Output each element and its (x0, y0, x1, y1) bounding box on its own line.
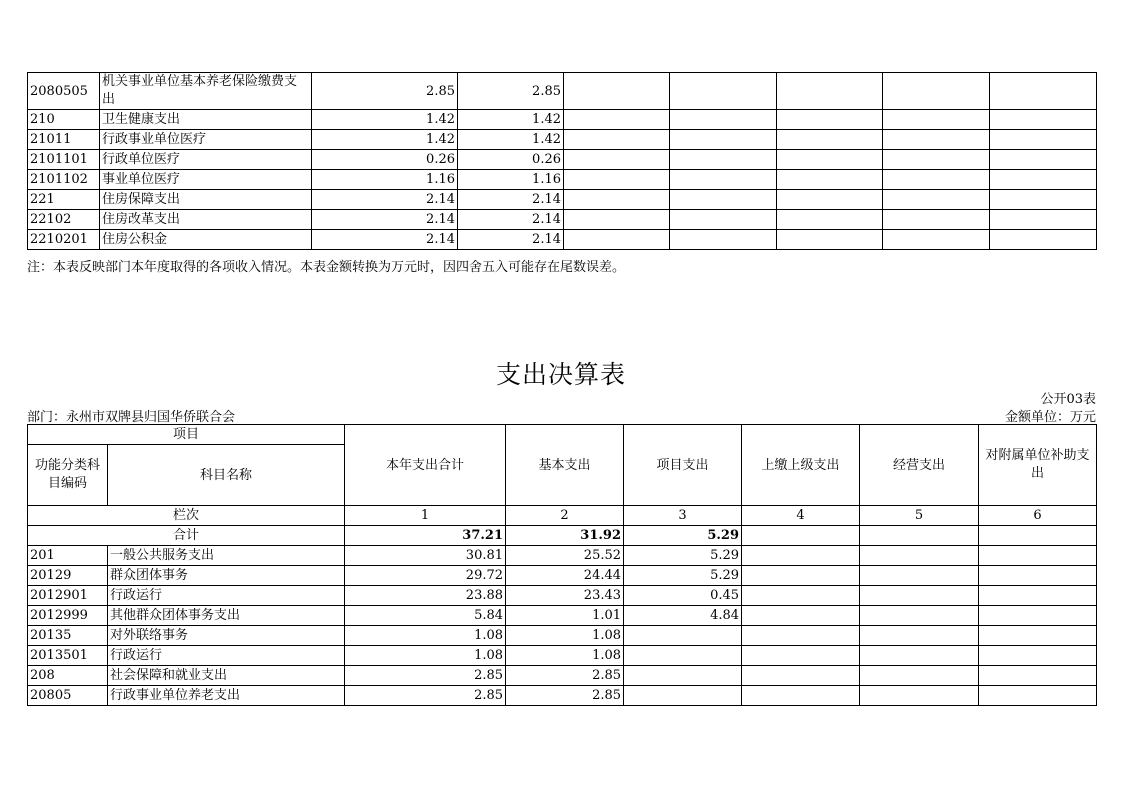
empty-cell (860, 646, 979, 666)
table-row (28, 586, 1097, 606)
row-name: 住房改革支出 (100, 210, 312, 230)
empty-cell (777, 110, 883, 130)
page-title: 支出决算表 (495, 360, 626, 389)
col-header-operation: 经营支出 (860, 425, 979, 506)
row-value: 25.52 (506, 546, 624, 566)
empty-cell (742, 546, 860, 566)
empty-cell (564, 130, 670, 150)
row-code: 210 (28, 110, 100, 130)
empty-cell (777, 190, 883, 210)
row-name: 群众团体事务 (108, 566, 345, 586)
row-value: 2.85 (345, 686, 506, 706)
empty-cell (860, 546, 979, 566)
row-value: 1.42 (312, 130, 458, 150)
row-code: 22102 (28, 210, 100, 230)
empty-cell (979, 606, 1097, 626)
row-value: 1.08 (506, 626, 624, 646)
row-value: 1.42 (458, 110, 564, 130)
row-name: 事业单位医疗 (100, 170, 312, 190)
empty-cell (777, 130, 883, 150)
row-value: 2.85 (458, 73, 564, 110)
table-row (28, 646, 1097, 666)
row-value: 2.85 (345, 666, 506, 686)
empty-cell (564, 110, 670, 130)
row-code: 2013501 (28, 646, 108, 666)
empty-cell (979, 666, 1097, 686)
row-code: 2012999 (28, 606, 108, 626)
table-row (28, 130, 1097, 150)
row-value: 1.08 (345, 626, 506, 646)
empty-cell (777, 230, 883, 250)
row-code: 2101102 (28, 170, 100, 190)
empty-cell (564, 73, 670, 110)
empty-cell (670, 130, 777, 150)
row-name: 行政运行 (108, 646, 345, 666)
row-name: 行政事业单位医疗 (100, 130, 312, 150)
empty-cell (979, 566, 1097, 586)
row-value: 2.85 (506, 686, 624, 706)
table-row (28, 566, 1097, 586)
empty-cell (742, 586, 860, 606)
row-code: 221 (28, 190, 100, 210)
empty-cell (777, 73, 883, 110)
empty-cell (670, 73, 777, 110)
project-header: 项目 (28, 425, 345, 445)
row-value: 1.08 (506, 646, 624, 666)
row-code: 2012901 (28, 586, 108, 606)
row-value (624, 666, 742, 686)
empty-cell (742, 666, 860, 686)
row-value: 2.14 (458, 190, 564, 210)
empty-cell (990, 170, 1097, 190)
row-value: 2.85 (312, 73, 458, 110)
empty-cell (883, 73, 990, 110)
empty-cell (979, 646, 1097, 666)
empty-cell (742, 566, 860, 586)
row-name: 其他群众团体事务支出 (108, 606, 345, 626)
row-value: 5.29 (624, 566, 742, 586)
row-value: 24.44 (506, 566, 624, 586)
table-row (28, 546, 1097, 566)
row-code: 21011 (28, 130, 100, 150)
column-number: 4 (742, 506, 860, 526)
empty-cell (883, 150, 990, 170)
empty-cell (670, 110, 777, 130)
row-code: 2101101 (28, 150, 100, 170)
column-number: 3 (624, 506, 742, 526)
total-value: 31.92 (506, 526, 624, 546)
row-name: 行政单位医疗 (100, 150, 312, 170)
total-value: 37.21 (345, 526, 506, 546)
total-value: 5.29 (624, 526, 742, 546)
row-value: 2.14 (458, 230, 564, 250)
col-header-basic: 基本支出 (506, 425, 624, 506)
empty-cell (564, 150, 670, 170)
column-number: 1 (345, 506, 506, 526)
column-number-label: 栏次 (28, 506, 345, 526)
total-label: 合计 (28, 526, 345, 546)
empty-cell (742, 626, 860, 646)
column-number: 5 (860, 506, 979, 526)
row-value: 1.16 (312, 170, 458, 190)
row-name: 行政运行 (108, 586, 345, 606)
row-value: 2.14 (312, 210, 458, 230)
empty-cell (883, 170, 990, 190)
row-code: 2080505 (28, 73, 100, 110)
empty-cell (564, 190, 670, 210)
row-code: 201 (28, 546, 108, 566)
empty-cell (979, 586, 1097, 606)
row-value: 1.42 (312, 110, 458, 130)
row-value: 2.14 (458, 210, 564, 230)
empty-cell (564, 210, 670, 230)
row-value: 2.85 (506, 666, 624, 686)
table-row (28, 686, 1097, 706)
empty-cell (564, 170, 670, 190)
row-value: 29.72 (345, 566, 506, 586)
table-row (28, 210, 1097, 230)
row-value: 0.26 (458, 150, 564, 170)
empty-cell (742, 686, 860, 706)
expenditure-table (27, 424, 1097, 706)
empty-cell (777, 170, 883, 190)
func-code-header: 功能分类科目编码 (28, 445, 108, 506)
empty-cell (860, 686, 979, 706)
empty-cell (860, 626, 979, 646)
empty-cell (990, 130, 1097, 150)
empty-cell (670, 150, 777, 170)
table-row (28, 626, 1097, 646)
row-value: 1.08 (345, 646, 506, 666)
total-row (28, 526, 1097, 546)
row-name: 卫生健康支出 (100, 110, 312, 130)
empty-cell (670, 190, 777, 210)
form-code: 公开03表 (1040, 392, 1096, 407)
empty-cell (979, 546, 1097, 566)
empty-cell (860, 586, 979, 606)
empty-cell (990, 230, 1097, 250)
row-name: 行政事业单位养老支出 (108, 686, 345, 706)
empty-cell (990, 110, 1097, 130)
row-name: 住房公积金 (100, 230, 312, 250)
row-value: 0.45 (624, 586, 742, 606)
row-value: 5.29 (624, 546, 742, 566)
col-header-total: 本年支出合计 (345, 425, 506, 506)
empty-cell (979, 686, 1097, 706)
table-row (28, 170, 1097, 190)
row-code: 208 (28, 666, 108, 686)
empty-cell (883, 130, 990, 150)
row-value: 2.14 (312, 190, 458, 210)
table-row (28, 150, 1097, 170)
row-value (624, 646, 742, 666)
row-value: 2.14 (312, 230, 458, 250)
row-name: 机关事业单位基本养老保险缴费支出 (100, 73, 312, 110)
empty-cell (777, 150, 883, 170)
empty-cell (860, 666, 979, 686)
table-row (28, 73, 1097, 110)
empty-cell (990, 190, 1097, 210)
empty-cell (979, 626, 1097, 646)
row-name: 社会保障和就业支出 (108, 666, 345, 686)
row-code: 2210201 (28, 230, 100, 250)
row-value: 1.16 (458, 170, 564, 190)
row-value: 0.26 (312, 150, 458, 170)
amount-unit: 金额单位：万元 (1004, 410, 1096, 425)
department-label: 部门：永州市双牌县归国华侨联合会 (27, 410, 236, 425)
row-name: 住房保障支出 (100, 190, 312, 210)
row-value: 23.43 (506, 586, 624, 606)
subject-name-header: 科目名称 (108, 445, 345, 506)
empty-cell (670, 210, 777, 230)
empty-cell (883, 230, 990, 250)
empty-cell (860, 606, 979, 626)
row-value: 30.81 (345, 546, 506, 566)
empty-cell (883, 210, 990, 230)
row-code: 20135 (28, 626, 108, 646)
table-row (28, 110, 1097, 130)
col-header-upper: 上缴上级支出 (742, 425, 860, 506)
column-number: 2 (506, 506, 624, 526)
col-header-subsidy: 对附属单位补助支出 (979, 425, 1097, 506)
row-code: 20129 (28, 566, 108, 586)
row-value (624, 626, 742, 646)
row-value: 1.42 (458, 130, 564, 150)
col-header-project: 项目支出 (624, 425, 742, 506)
row-value: 1.01 (506, 606, 624, 626)
table-note: 注：本表反映部门本年度取得的各项收入情况。本表金额转换为万元时，因四舍五入可能存在尾数误差。 (27, 260, 626, 275)
empty-cell (883, 190, 990, 210)
empty-cell (742, 646, 860, 666)
empty-cell (860, 566, 979, 586)
row-value: 23.88 (345, 586, 506, 606)
table-row (28, 606, 1097, 626)
row-name: 一般公共服务支出 (108, 546, 345, 566)
empty-cell (990, 210, 1097, 230)
income-table-continued (27, 72, 1097, 250)
row-value: 4.84 (624, 606, 742, 626)
row-code: 20805 (28, 686, 108, 706)
empty-cell (564, 230, 670, 250)
empty-cell (777, 210, 883, 230)
row-name: 对外联络事务 (108, 626, 345, 646)
row-value (624, 686, 742, 706)
empty-cell (990, 150, 1097, 170)
empty-cell (670, 170, 777, 190)
empty-cell (990, 73, 1097, 110)
empty-cell (742, 606, 860, 626)
column-number: 6 (979, 506, 1097, 526)
row-value: 5.84 (345, 606, 506, 626)
table-row (28, 230, 1097, 250)
empty-cell (670, 230, 777, 250)
table-row (28, 190, 1097, 210)
empty-cell (883, 110, 990, 130)
table-row (28, 666, 1097, 686)
